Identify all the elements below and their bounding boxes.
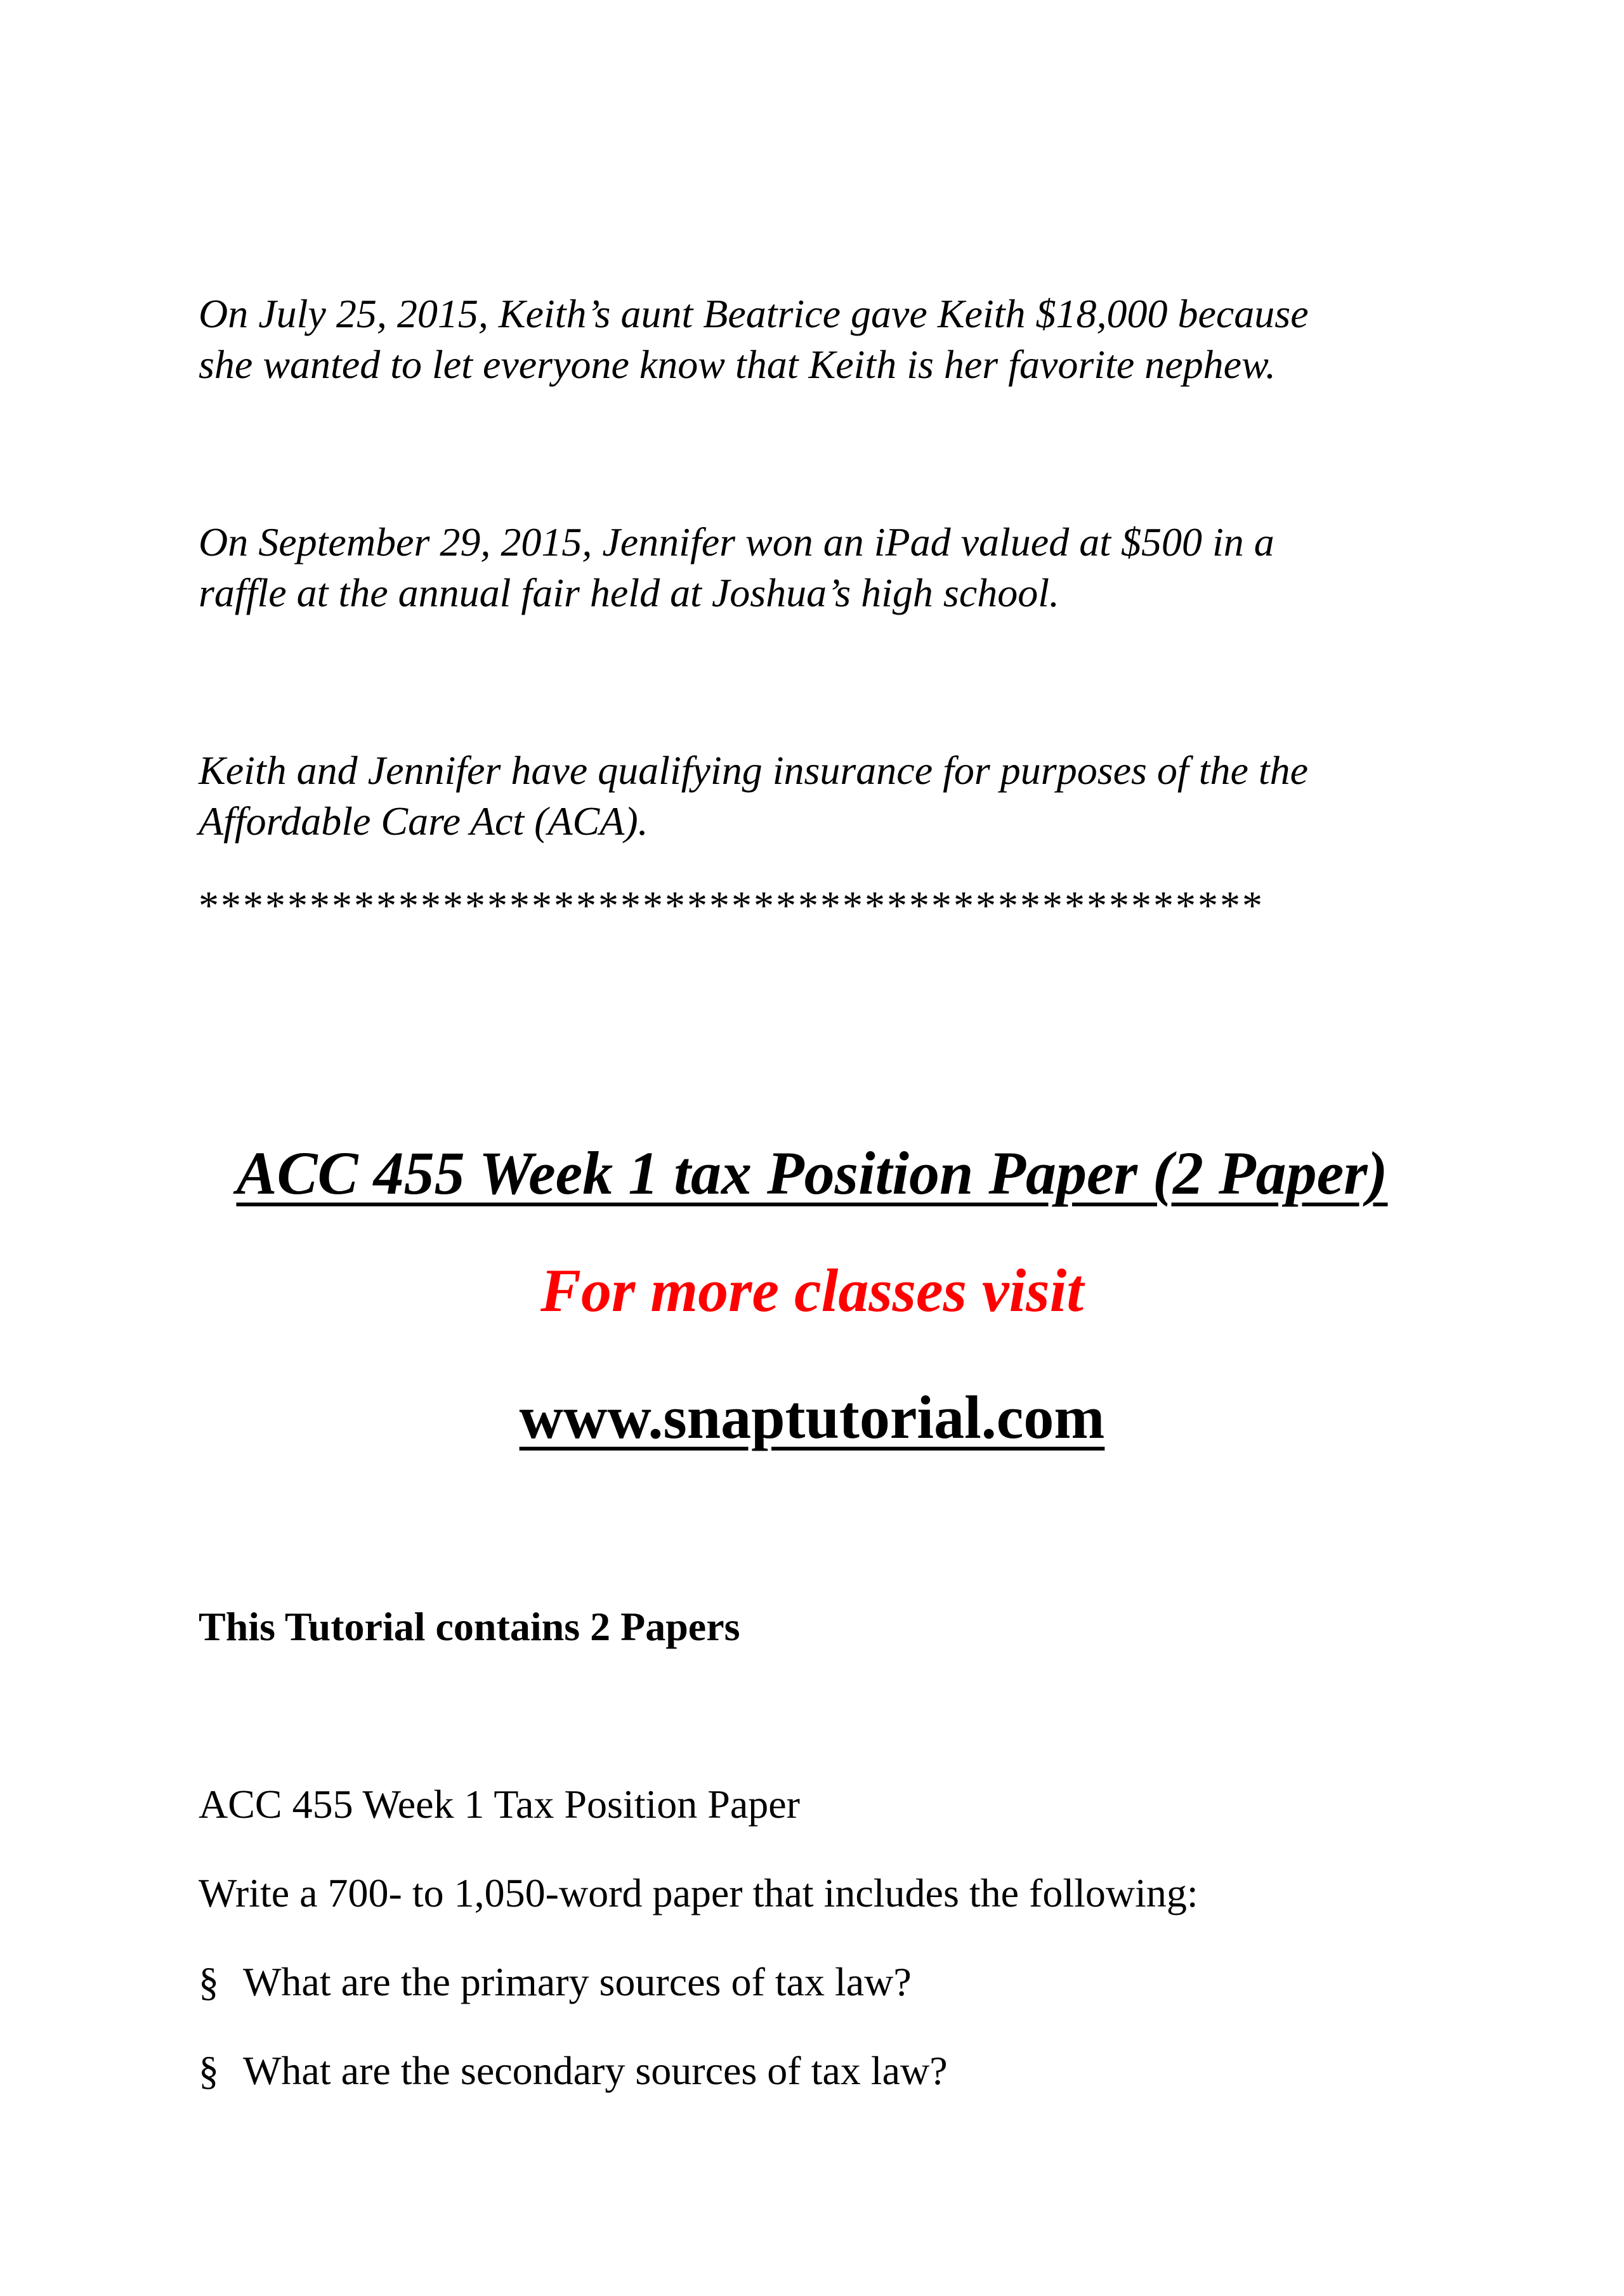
paper-title: ACC 455 Week 1 Tax Position Paper xyxy=(199,1782,800,1827)
raffle-paragraph-line-2: raffle at the annual fair held at Joshua’s high school. xyxy=(199,570,1059,615)
gift-paragraph xyxy=(199,289,1467,390)
section-sign-bullet-icon: § xyxy=(199,1959,219,2004)
document-title: ACC 455 Week 1 tax Position Paper (2 Paper) xyxy=(236,1139,1388,1207)
asterisk-separator: ************************************************ xyxy=(199,883,1264,928)
website-link[interactable]: www.snaptutorial.com xyxy=(519,1383,1105,1451)
list-item xyxy=(199,2045,948,2096)
insurance-paragraph xyxy=(199,745,1467,847)
insurance-paragraph-line-2: Affordable Care Act (ACA). xyxy=(199,799,648,844)
gift-paragraph-line-2: she wanted to let everyone know that Keith is her favorite nephew. xyxy=(199,342,1276,387)
insurance-paragraph-line-1: Keith and Jennifer have qualifying insurance for purposes of the the xyxy=(199,748,1309,793)
section-sign-bullet-icon: § xyxy=(199,2048,219,2093)
promo-text: For more classes visit xyxy=(540,1256,1084,1324)
list-item-text: What are the primary sources of tax law? xyxy=(243,1959,912,2004)
raffle-paragraph-line-1: On September 29, 2015, Jennifer won an iPad valued at $500 in a xyxy=(199,519,1274,564)
raffle-paragraph xyxy=(199,517,1467,618)
paper-instructions: Write a 700- to 1,050-word paper that includes the following: xyxy=(199,1870,1198,1915)
tutorial-contents-heading: This Tutorial contains 2 Papers xyxy=(199,1604,740,1649)
list-item xyxy=(199,1957,912,2007)
list-item-text: What are the secondary sources of tax law? xyxy=(243,2048,948,2093)
gift-paragraph-line-1: On July 25, 2015, Keith’s aunt Beatrice gave Keith $18,000 because xyxy=(199,291,1309,336)
